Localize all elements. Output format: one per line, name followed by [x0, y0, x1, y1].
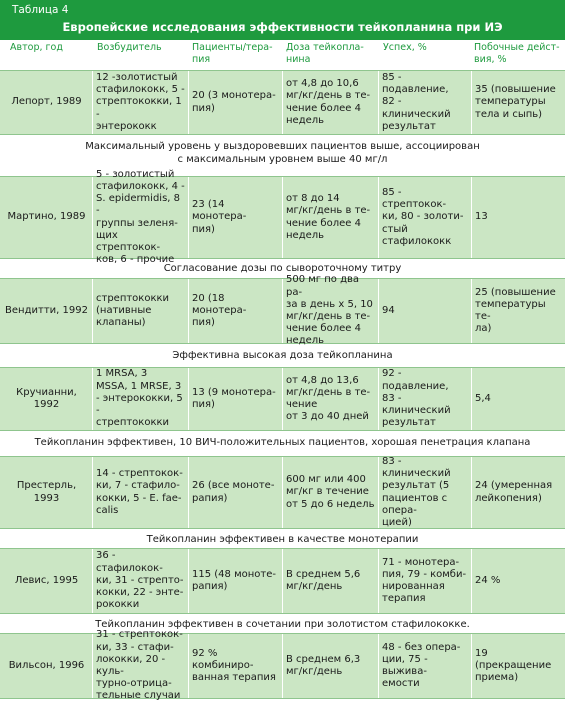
- column-divider: [282, 71, 283, 134]
- column-divider: [282, 279, 283, 343]
- patients-cell-text: 26 (все моноте- рапия): [192, 480, 275, 504]
- author-cell: [0, 549, 92, 613]
- column-divider: [92, 634, 93, 698]
- pathogen-cell-text: 5 - золотистый стафилококк, 4 - S. epidermidis, 8 - группы зеленя- щих стрептокок- ков, 6 - прочие: [96, 168, 185, 266]
- success-cell-text: 85 - подавление, 82 - клинический результат: [382, 71, 451, 132]
- patients-cell: [188, 457, 282, 528]
- side-effects-cell-text: 5,4: [475, 392, 491, 404]
- table-title-bar: [0, 0, 565, 40]
- column-divider: [378, 177, 379, 258]
- row-note: Максимальный уровень у выздоровевших пациентов выше, ассоциирован с максимальным уровнем выше 40 мг/л: [85, 141, 480, 165]
- dose-cell-text: 600 мг или 400 мг/кг в течение от 5 до 6 недель: [286, 474, 375, 510]
- side-effects-cell: [471, 549, 565, 613]
- patients-cell: [188, 368, 282, 430]
- author-cell-text: Вендитти, 1992: [5, 304, 88, 316]
- table-title: Европейские исследования эффективности тейкопланина при ИЭ: [62, 20, 503, 34]
- dose-cell-text: от 4,8 до 13,6 мг/кг/день в те- чение от 3 до 40 дней: [286, 374, 371, 423]
- success-cell-text: 83 - клинический результат (5 пациентов с опера- цией): [382, 455, 451, 528]
- patients-cell-text: 13 (9 монотера- пия): [192, 386, 276, 410]
- column-divider: [282, 368, 283, 430]
- pathogen-cell: [92, 71, 188, 134]
- pathogen-cell-text: 1 MRSA, 3 MSSA, 1 MRSE, 3 - энтерококки, 5 - стрептококки: [96, 368, 183, 429]
- pathogen-cell: [92, 279, 188, 343]
- author-cell-text: Кручианни, 1992: [16, 386, 77, 410]
- column-divider: [378, 71, 379, 134]
- column-divider: [471, 71, 472, 134]
- column-divider: [378, 549, 379, 613]
- dose-cell-text: от 4,8 до 10,6 мг/кг/день в те- чение более 4 недель: [286, 78, 371, 126]
- side-effects-cell-text: 25 (повышение температуры те- ла): [475, 286, 556, 335]
- author-cell-text: Вильсон, 1996: [8, 659, 85, 671]
- patients-cell-text: 20 (3 монотера- пия): [192, 90, 276, 114]
- author-cell: [0, 457, 92, 528]
- dose-cell-text: от 8 до 14 мг/кг/день в те- чение более 4 недель: [286, 193, 371, 241]
- pathogen-cell: [92, 629, 188, 702]
- column-divider: [471, 457, 472, 528]
- author-cell-text: Левис, 1995: [14, 574, 79, 586]
- column-divider: [92, 71, 93, 134]
- side-effects-cell-text: 35 (повышение температуры тела и сыпь): [475, 84, 556, 120]
- author-cell: [0, 634, 92, 698]
- header-dose: Доза тейкопла- нина: [286, 42, 364, 65]
- patients-cell: [188, 634, 282, 698]
- table-row: [0, 168, 565, 266]
- column-divider: [92, 177, 93, 258]
- pathogen-cell-text: 36 - стафилокок- ки, 31 - стрепто- кокки, 22 - энте- рококки: [96, 550, 184, 611]
- success-cell: [378, 457, 471, 528]
- author-cell: [0, 177, 92, 258]
- patients-cell: [188, 177, 282, 258]
- table-row: [0, 456, 565, 529]
- success-cell-text: 92 - подавление, 83 - клинический результат: [382, 368, 451, 429]
- success-cell: [378, 368, 471, 430]
- success-cell-text: 71 - монотера- пия, 79 - комби- нированная терапия: [382, 556, 467, 605]
- dose-cell: [282, 274, 378, 347]
- side-effects-cell: [471, 279, 565, 343]
- column-divider: [188, 549, 189, 613]
- column-divider: [471, 279, 472, 343]
- column-divider: [282, 457, 283, 528]
- pathogen-cell-text: стрептококки (нативные клапаны): [96, 292, 170, 329]
- dose-cell: [282, 634, 378, 698]
- success-cell-text: 48 - без опера- ции, 75 - выжива- емости: [382, 641, 461, 690]
- column-divider: [471, 368, 472, 430]
- pathogen-cell: [92, 457, 188, 528]
- table-row: [0, 629, 565, 702]
- column-divider: [378, 457, 379, 528]
- column-divider: [282, 549, 283, 613]
- dose-cell: [282, 71, 378, 134]
- table-row: [0, 548, 565, 614]
- patients-cell-text: 23 (14 монотера- пия): [192, 199, 247, 235]
- header-patients: Пациенты/тера- пия: [192, 42, 273, 65]
- side-effects-cell: [471, 634, 565, 698]
- column-divider: [92, 549, 93, 613]
- author-cell: [0, 71, 92, 134]
- side-effects-cell-text: 24 %: [475, 574, 501, 586]
- column-divider: [282, 634, 283, 698]
- column-divider: [282, 177, 283, 258]
- header-success: Успех, %: [383, 42, 427, 53]
- column-divider: [471, 634, 472, 698]
- pathogen-cell: [92, 168, 188, 266]
- column-divider: [471, 549, 472, 613]
- column-divider: [378, 368, 379, 430]
- dose-cell: [282, 457, 378, 528]
- success-cell-text: 94: [382, 304, 395, 316]
- patients-cell: [188, 71, 282, 134]
- side-effects-cell: [471, 71, 565, 134]
- column-divider: [471, 177, 472, 258]
- header-side-effects: Побочные дейст- вия, %: [474, 42, 560, 65]
- author-cell-text: Лепорт, 1989: [11, 96, 82, 108]
- patients-cell-text: 20 (18 монотера- пия): [192, 292, 247, 329]
- side-effects-cell: [471, 177, 565, 258]
- success-cell-text: 85 - стрептокок- ки, 80 - золоти- стый стафилококк: [382, 186, 464, 247]
- side-effects-cell-text: 13: [475, 211, 488, 223]
- column-divider: [188, 634, 189, 698]
- pathogen-cell: [92, 368, 188, 430]
- author-cell-text: Престерль, 1993: [16, 480, 77, 504]
- patients-cell: [188, 549, 282, 613]
- author-cell: [0, 279, 92, 343]
- column-divider: [92, 457, 93, 528]
- pathogen-cell: [92, 549, 188, 613]
- table-header-row: [0, 40, 565, 70]
- row-note: Тейкопланин эффективен в качестве монотерапии: [146, 534, 419, 545]
- patients-cell-text: 115 (48 моноте- рапия): [192, 568, 276, 592]
- dose-cell-text: В среднем 6,3 мг/кг/день: [286, 653, 361, 677]
- patients-cell: [188, 279, 282, 343]
- column-divider: [378, 279, 379, 343]
- success-cell: [378, 634, 471, 698]
- column-divider: [378, 634, 379, 698]
- table-row: [0, 70, 565, 135]
- success-cell: [378, 71, 471, 134]
- column-divider: [188, 279, 189, 343]
- side-effects-cell: [471, 368, 565, 430]
- side-effects-cell-text: 24 (умеренная лейкопения): [475, 480, 553, 504]
- success-cell: [378, 549, 471, 613]
- dose-cell-text: 500 мг по два ра- за в день x 5, 10 мг/кг/день в те- чение более 4 недель: [286, 274, 373, 347]
- column-divider: [188, 177, 189, 258]
- row-note: Тейкопланин эффективен в сочетании при золотистом стафилококке.: [95, 619, 470, 630]
- pathogen-cell-text: 12 -золотистый стафилококк, 5 - стрептококки, 1 - энтерококк: [96, 71, 185, 132]
- row-note: Тейкопланин эффективен, 10 ВИЧ-положительных пациентов, хорошая пенетрация клапана: [34, 437, 531, 448]
- table-row: [0, 274, 565, 347]
- dose-cell: [282, 549, 378, 613]
- author-cell: [0, 368, 92, 430]
- header-author: Автор, год: [10, 42, 63, 53]
- row-note: Согласование дозы по сывороточному титру: [163, 263, 402, 274]
- column-divider: [188, 71, 189, 134]
- patients-cell-text: 92 % комбиниро- ванная терапия: [192, 647, 276, 684]
- row-note: Эффективна высокая доза тейкопланина: [172, 350, 393, 361]
- dose-cell-text: В среднем 5,6 мг/кг/день: [286, 568, 361, 592]
- side-effects-cell: [471, 457, 565, 528]
- table-row: [0, 367, 565, 431]
- column-divider: [92, 368, 93, 430]
- pathogen-cell-text: 31 - стрептокок- ки, 33 - стафи- лококки, 20 - куль- турно-отрица- тельные случаи: [96, 629, 183, 702]
- author-cell-text: Мартино, 1989: [7, 211, 86, 223]
- header-pathogen: Возбудитель: [97, 42, 162, 53]
- side-effects-cell-text: 19 (прекращение приема): [475, 647, 552, 684]
- column-divider: [92, 279, 93, 343]
- column-divider: [188, 368, 189, 430]
- dose-cell: [282, 177, 378, 258]
- success-cell: [378, 279, 471, 343]
- table-number: Таблица 4: [12, 4, 69, 16]
- pathogen-cell-text: 14 - стрептокок- ки, 7 - стафило- кокки, 5 - E. fae- calis: [96, 468, 183, 516]
- success-cell: [378, 177, 471, 258]
- column-divider: [188, 457, 189, 528]
- dose-cell: [282, 368, 378, 430]
